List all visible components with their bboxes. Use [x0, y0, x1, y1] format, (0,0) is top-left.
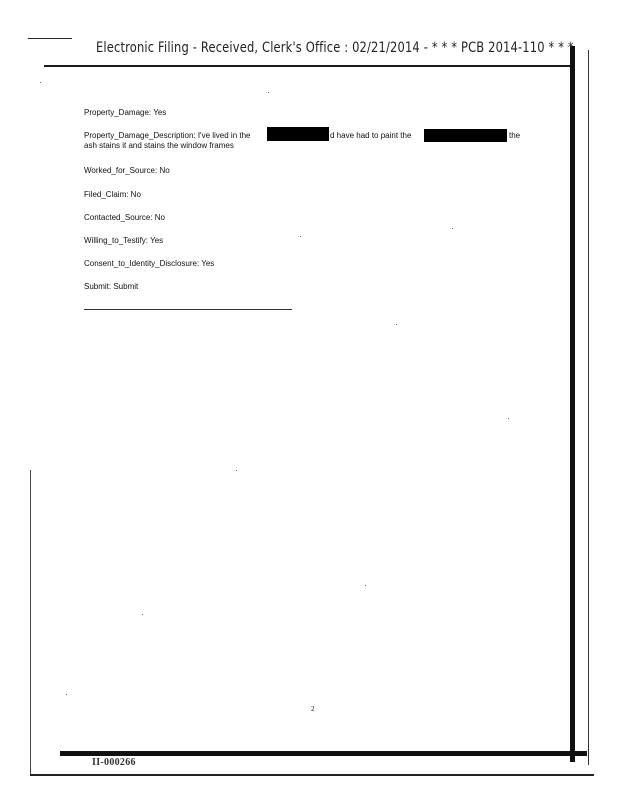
field-consent-to-identity-disclosure: Consent_to_Identity_Disclosure: Yes — [84, 259, 215, 268]
scan-border-right-thick — [570, 46, 575, 762]
redaction-box-2 — [424, 129, 507, 142]
field-worked-for-source: Worked_for_Source: No — [84, 166, 170, 175]
field-property-damage-description-start: Property_Damage_Description: I've lived in the — [84, 131, 251, 140]
scan-border-left — [30, 470, 31, 775]
filing-stamp-header: Electronic Filing - Received, Clerk's Office : 02/21/2014 - * * * PCB 2014-110 * * * — [96, 40, 574, 56]
scan-border-top-left — [28, 38, 72, 39]
redaction-box-1 — [267, 127, 329, 141]
page-number: 2 — [311, 705, 315, 713]
scan-border-bottom-thick — [60, 751, 587, 756]
scan-speck — [40, 82, 41, 83]
scan-speck — [452, 228, 453, 229]
field-property-damage-description-end: the — [509, 131, 521, 140]
field-willing-to-testify: Willing_to_Testify: Yes — [84, 236, 164, 245]
scan-speck — [300, 236, 301, 237]
scan-border-right-thin — [588, 50, 589, 765]
bates-number: II-000266 — [92, 757, 136, 768]
scan-speck — [508, 418, 509, 419]
field-property-damage-description-mid: d have had to paint the — [330, 131, 412, 140]
field-filed-claim: Filed_Claim: No — [84, 190, 141, 199]
field-property-damage: Property_Damage: Yes — [84, 108, 167, 117]
scan-speck — [142, 614, 143, 615]
scan-speck — [236, 470, 237, 471]
field-property-damage-description-line2: ash stains it and stains the window frames — [84, 141, 234, 150]
field-submit: Submit: Submit — [84, 282, 139, 291]
scan-border-bottom-thin — [30, 774, 594, 776]
header-rule — [44, 65, 570, 67]
form-end-rule — [84, 309, 292, 310]
scan-speck — [268, 92, 269, 93]
field-contacted-source: Contacted_Source: No — [84, 213, 165, 222]
scan-speck — [365, 585, 366, 586]
scan-speck — [66, 694, 67, 695]
scan-speck — [396, 324, 397, 325]
